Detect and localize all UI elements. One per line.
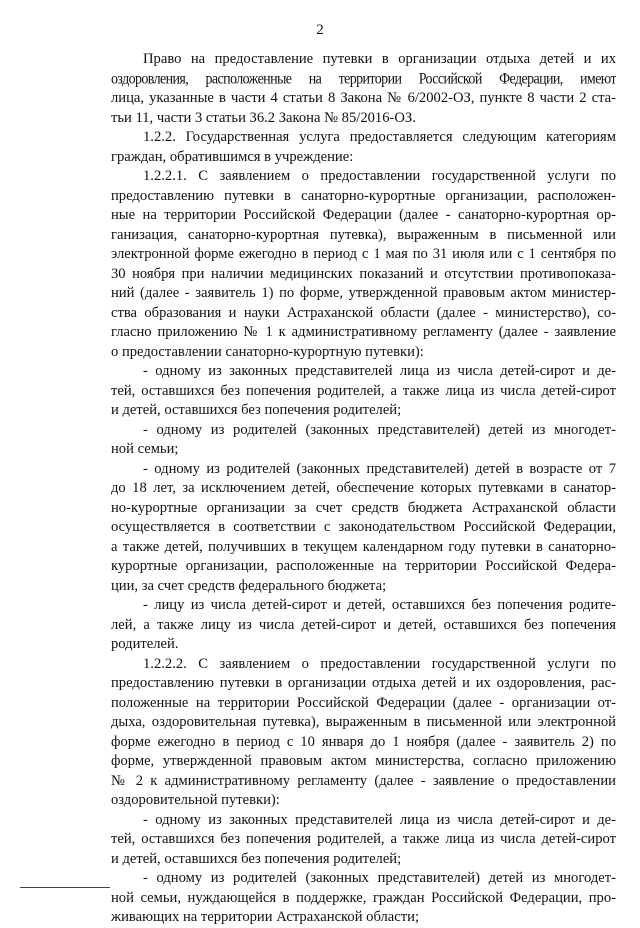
text-line: 1.2.2. Государственная услуга предоставляется следующим категориям bbox=[143, 129, 616, 145]
text-line: оздоровительной путевки): bbox=[111, 792, 280, 808]
text-line: ной семьи; bbox=[111, 441, 179, 457]
text-line: форме, утвержденной правовым актом министерства, согласно приложению bbox=[111, 753, 616, 769]
text-line: тьи 11, части 3 статьи 36.2 Закона № 85/2016-ОЗ. bbox=[111, 109, 416, 126]
text-line: ний (далее - заявитель 1) по форме, утвержденной правовым актом министер- bbox=[111, 285, 616, 301]
text-line: и детей, оставшихся без попечения родителей; bbox=[111, 402, 402, 418]
text-line: предоставлению путевки в организации отдыха детей и их оздоровления, рас- bbox=[111, 675, 616, 691]
text-line: граждан, обратившимся в учреждение: bbox=[111, 148, 354, 165]
text-line: - одному из законных представителей лица из числа детей-сирот и де- bbox=[143, 363, 616, 379]
text-line: - одному из родителей (законных представителей) детей в возрасте от 7 bbox=[143, 460, 616, 477]
text-line: - лицу из числа детей-сирот и детей, оставшихся без попечения родите- bbox=[143, 597, 616, 613]
text-line: тей, оставшихся без попечения родителей, а также лица из числа детей-сирот bbox=[111, 382, 616, 399]
text-line: ганизация, санаторно-курортная путевка), выраженным в письменной или bbox=[111, 226, 616, 243]
text-line: оздоровления, расположенные на территории Российской Федерации, имеют bbox=[111, 70, 616, 88]
text-line: 30 ноября при наличии медицинских показаний и отсутствии противопоказа- bbox=[111, 265, 616, 282]
text-line: - одному из законных представителей лица из числа детей-сирот и де- bbox=[143, 811, 616, 828]
text-line: предоставлению путевки в санаторно-курортные организации, расположен- bbox=[111, 187, 616, 204]
text-line: живающих на территории Астраханской области; bbox=[111, 909, 420, 925]
text-line: ной семьи, нуждающейся в поддержке, граждан Российской Федерации, про- bbox=[111, 889, 616, 906]
text-line: электронной форме ежегодно в период с 1 мая по 31 июля или с 1 сентября по bbox=[111, 246, 616, 262]
text-line: гласно приложению № 1 к административному регламенту (далее - заявление bbox=[111, 324, 616, 340]
text-line: тей, оставшихся без попечения родителей, а также лица из числа детей-сирот bbox=[111, 831, 616, 847]
text-line: ства образования и науки Астраханской области (далее - министерство), со- bbox=[111, 304, 616, 321]
text-line: осуществляется в соответствии с законодательством Российской Федерации, bbox=[111, 519, 616, 535]
text-line: и детей, оставшихся без попечения родителей; bbox=[111, 850, 402, 867]
footnote-rule bbox=[20, 887, 110, 888]
text-line: - одному из родителей (законных представителей) детей из многодет- bbox=[143, 870, 616, 886]
text-line: родителей. bbox=[111, 636, 179, 652]
document-body bbox=[111, 50, 616, 928]
text-line: до 18 лет, за исключением детей, обеспечение которых путевками в санатор- bbox=[111, 480, 616, 496]
text-line: но-курортные организации за счет средств бюджета Астраханской области bbox=[111, 499, 616, 516]
text-line: - одному из родителей (законных представителей) детей из многодет- bbox=[143, 421, 616, 438]
text-line: о предоставлении санаторно-курортную путевки): bbox=[111, 343, 424, 360]
text-line: а также детей, получивших в текущем календарном году путевки в санаторно- bbox=[111, 538, 616, 555]
text-line: № 2 к административному регламенту (далее - заявление о предоставлении bbox=[111, 772, 616, 789]
text-line: 1.2.2.1. С заявлением о предоставлении государственной услуги по bbox=[143, 168, 616, 184]
page-number: 2 bbox=[316, 22, 324, 38]
text-line: лица, указанные в части 4 статьи 8 Закона № 6/2002-ОЗ, пункте 8 части 2 ста- bbox=[111, 90, 616, 106]
text-line: курортные организации, расположенные на территории Российской Федера- bbox=[111, 558, 616, 574]
text-line: дыха, оздоровительная путевка), выраженным в письменной или электронной bbox=[111, 714, 616, 730]
text-line: ные на территории Российской Федерации (далее - санаторно-курортная ор- bbox=[111, 207, 616, 223]
text-line: лей, а также лицу из числа детей-сирот и детей, оставшихся без попечения bbox=[111, 616, 616, 633]
text-line: положенные на территории Российской Федерации (далее - организации от- bbox=[111, 694, 616, 711]
text-line: Право на предоставление путевки в организации отдыха детей и их bbox=[143, 51, 616, 67]
text-line: ции, за счет средств федерального бюджета; bbox=[111, 577, 387, 594]
text-line: 1.2.2.2. С заявлением о предоставлении государственной услуги по bbox=[143, 655, 616, 672]
text-line: форме ежегодно в период с 10 января до 1 ноября (далее - заявитель 2) по bbox=[111, 733, 616, 750]
